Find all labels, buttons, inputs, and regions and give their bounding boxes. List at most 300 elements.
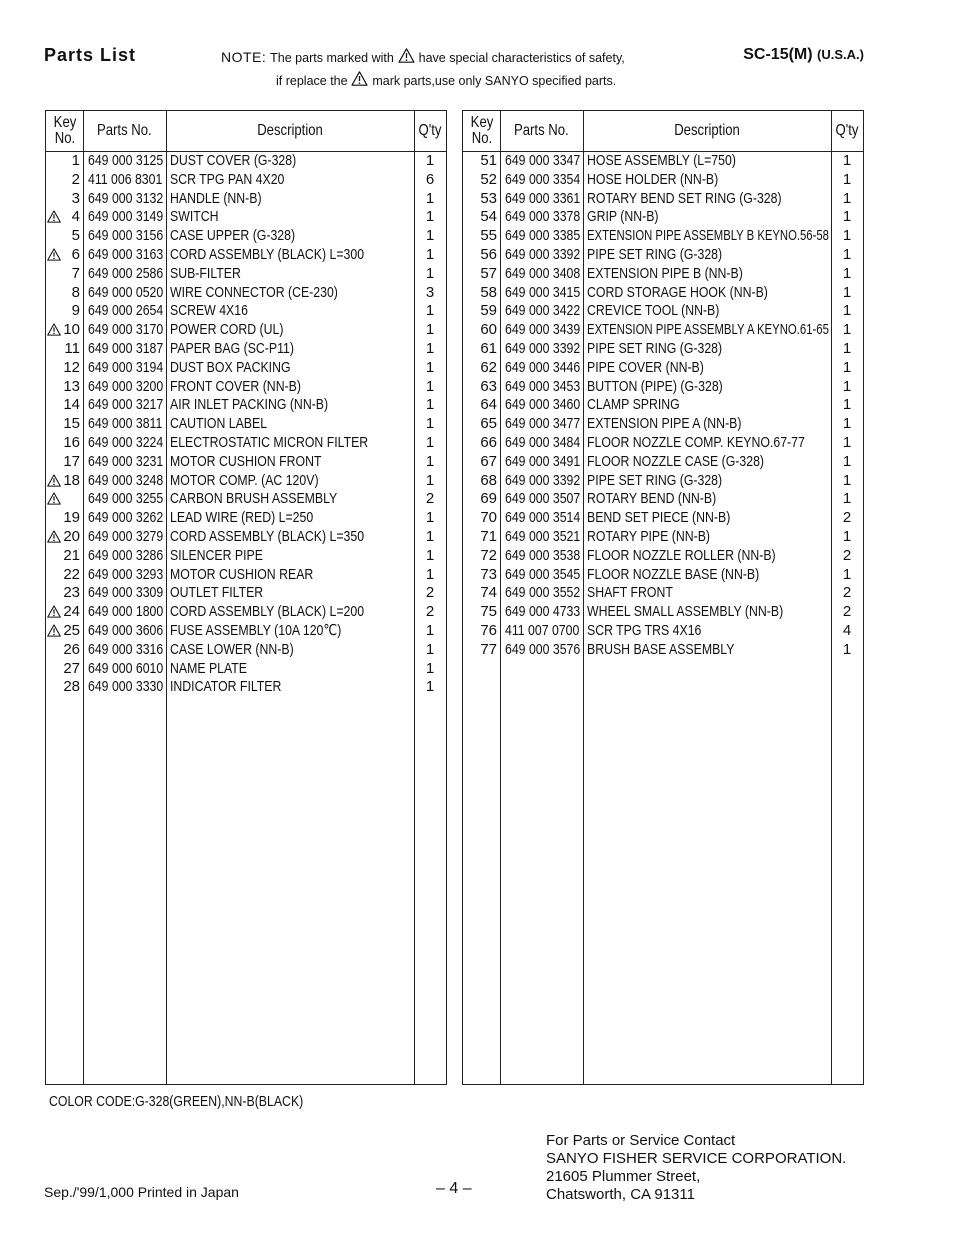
quantity: 1 xyxy=(425,640,435,658)
table-row xyxy=(463,171,863,190)
key-no: 22 xyxy=(63,565,80,583)
quantity: 2 xyxy=(842,584,852,602)
description: FLOOR NOZZLE ROLLER (NN-B) xyxy=(587,546,776,564)
parts-no: 649 000 3248 xyxy=(88,471,164,489)
parts-no: 649 000 3262 xyxy=(88,509,164,527)
parts-no: 649 000 3217 xyxy=(88,396,164,414)
key-no: 2 xyxy=(71,170,80,188)
key-no: 14 xyxy=(63,396,80,414)
model-region: (U.S.A.) xyxy=(817,47,864,62)
description: BEND SET PIECE (NN-B) xyxy=(587,509,731,527)
parts-no: 649 000 3316 xyxy=(88,640,164,658)
print-info: Sep./'99/1,000 Printed in Japan xyxy=(44,1184,239,1200)
table-row xyxy=(463,603,863,622)
description: PIPE SET RING (G-328) xyxy=(587,339,723,357)
quantity: 1 xyxy=(842,264,852,282)
table-row xyxy=(46,302,446,321)
table-row xyxy=(46,208,446,227)
key-no: 61 xyxy=(480,339,497,357)
parts-no: 649 000 3484 xyxy=(505,433,581,451)
model-code: SC-15(M) xyxy=(743,46,813,63)
page-number: – 4 – xyxy=(436,1180,472,1197)
table-row xyxy=(463,396,863,415)
note-label: NOTE: xyxy=(221,49,267,65)
table-row xyxy=(46,340,446,359)
key-no: 28 xyxy=(63,678,80,696)
parts-table-left xyxy=(45,110,447,1085)
quantity: 1 xyxy=(425,452,435,470)
quantity: 1 xyxy=(842,152,852,169)
description: PAPER BAG (SC-P11) xyxy=(170,339,294,357)
table-row xyxy=(46,171,446,190)
key-no: 16 xyxy=(63,433,80,451)
parts-no: 649 000 3156 xyxy=(88,227,164,245)
description: SWITCH xyxy=(170,208,219,226)
table-row xyxy=(46,434,446,453)
parts-no: 649 000 3231 xyxy=(88,452,164,470)
key-no: 62 xyxy=(480,358,497,376)
table-row xyxy=(463,208,863,227)
parts-no: 649 000 3576 xyxy=(505,640,581,658)
safety-note-line-1 xyxy=(221,46,625,69)
table-row xyxy=(463,641,863,660)
description: GRIP (NN-B) xyxy=(587,208,659,226)
col-header-qty: Q'ty xyxy=(835,122,859,139)
description: HOSE HOLDER (NN-B) xyxy=(587,170,719,188)
quantity: 1 xyxy=(425,189,435,207)
quantity: 2 xyxy=(842,603,852,621)
parts-no: 649 000 3354 xyxy=(505,170,581,188)
table-row xyxy=(463,434,863,453)
key-no: 15 xyxy=(63,415,80,433)
description: SCR TPG TRS 4X16 xyxy=(587,621,702,639)
key-no: 60 xyxy=(480,321,497,339)
key-no: 27 xyxy=(63,659,80,677)
table-row xyxy=(46,490,446,509)
contact-line: SANYO FISHER SERVICE CORPORATION. xyxy=(546,1150,847,1167)
key-no: 12 xyxy=(63,358,80,376)
table-row xyxy=(46,509,446,528)
table-row xyxy=(463,453,863,472)
table-row xyxy=(463,415,863,434)
key-no: 11 xyxy=(64,339,80,357)
parts-no: 649 000 3811 xyxy=(88,415,163,433)
parts-no: 649 000 6010 xyxy=(88,659,164,677)
key-no: 52 xyxy=(480,170,497,188)
description: ROTARY PIPE (NN-B) xyxy=(587,527,711,545)
table-row xyxy=(463,547,863,566)
table-row xyxy=(463,490,863,509)
parts-no: 649 000 2654 xyxy=(88,302,164,320)
quantity: 1 xyxy=(425,509,435,527)
key-no: 53 xyxy=(480,189,497,207)
parts-no: 649 000 3286 xyxy=(88,546,164,564)
table-row xyxy=(46,528,446,547)
quantity: 1 xyxy=(425,358,435,376)
table-row xyxy=(46,660,446,679)
quantity: 1 xyxy=(425,396,435,414)
parts-no: 649 000 0520 xyxy=(88,283,164,301)
description: ROTARY BEND SET RING (G-328) xyxy=(587,189,782,207)
description: EXTENSION PIPE A (NN-B) xyxy=(587,415,742,433)
col-header-description: Description xyxy=(674,122,740,139)
quantity: 1 xyxy=(842,527,852,545)
table-row xyxy=(46,284,446,303)
key-no: 1 xyxy=(71,152,80,169)
table-row xyxy=(463,265,863,284)
description: FLOOR NOZZLE BASE (NN-B) xyxy=(587,565,760,583)
key-no: 69 xyxy=(480,490,497,508)
parts-no: 649 000 3330 xyxy=(88,678,164,696)
table-row xyxy=(46,678,446,697)
rows-left xyxy=(46,152,446,697)
quantity: 1 xyxy=(425,565,435,583)
parts-no: 649 000 3309 xyxy=(88,584,164,602)
parts-no: 649 000 3422 xyxy=(505,302,581,320)
key-no: 18 xyxy=(63,471,80,489)
quantity: 1 xyxy=(425,527,435,545)
parts-no: 649 000 3200 xyxy=(88,377,164,395)
key-no: 67 xyxy=(480,452,497,470)
description: ROTARY BEND (NN-B) xyxy=(587,490,717,508)
parts-no: 649 000 3521 xyxy=(505,527,581,545)
quantity: 1 xyxy=(425,227,435,245)
key-no: 5 xyxy=(71,227,80,245)
description: BRUSH BASE ASSEMBLY xyxy=(587,640,735,658)
key-no: 55 xyxy=(480,227,497,245)
key-no: 64 xyxy=(480,396,497,414)
parts-no: 649 000 3491 xyxy=(505,452,581,470)
key-no: 20 xyxy=(63,527,80,545)
quantity: 1 xyxy=(425,377,435,395)
parts-no: 649 000 3293 xyxy=(88,565,164,583)
parts-no: 649 000 3514 xyxy=(505,509,581,527)
quantity: 6 xyxy=(425,170,435,188)
note-text-1a: The parts marked with xyxy=(270,51,394,65)
quantity: 1 xyxy=(842,208,852,226)
key-no: 51 xyxy=(480,152,497,169)
quantity: 1 xyxy=(842,245,852,263)
table-row xyxy=(46,472,446,491)
parts-no: 649 000 3460 xyxy=(505,396,581,414)
description: CREVICE TOOL (NN-B) xyxy=(587,302,720,320)
parts-no: 649 000 3392 xyxy=(505,339,581,357)
parts-no: 649 000 3415 xyxy=(505,283,581,301)
description: SCR TPG PAN 4X20 xyxy=(170,170,285,188)
table-row xyxy=(463,302,863,321)
key-no: 13 xyxy=(63,377,80,395)
parts-no: 649 000 3361 xyxy=(505,189,581,207)
key-no: 72 xyxy=(480,546,497,564)
quantity: 1 xyxy=(425,659,435,677)
description: LEAD WIRE (RED) L=250 xyxy=(170,509,314,527)
key-no: 10 xyxy=(63,321,80,339)
key-no: 26 xyxy=(63,640,80,658)
table-row xyxy=(46,378,446,397)
description: FLOOR NOZZLE COMP. KEYNO.67-77 xyxy=(587,433,805,451)
table-row xyxy=(46,584,446,603)
key-no: 25 xyxy=(63,621,80,639)
model-number xyxy=(743,46,864,64)
description: SCREW 4X16 xyxy=(170,302,248,320)
key-no: 73 xyxy=(480,565,497,583)
table-row xyxy=(463,566,863,585)
description: FRONT COVER (NN-B) xyxy=(170,377,301,395)
key-no: 68 xyxy=(480,471,497,489)
table-row xyxy=(46,359,446,378)
safety-note-line-2 xyxy=(221,69,625,92)
quantity: 2 xyxy=(842,509,852,527)
key-no: 76 xyxy=(480,621,497,639)
quantity: 1 xyxy=(842,302,852,320)
quantity: 2 xyxy=(425,603,435,621)
description: PIPE COVER (NN-B) xyxy=(587,358,704,376)
quantity: 1 xyxy=(425,339,435,357)
quantity: 1 xyxy=(425,471,435,489)
parts-no: 649 000 3446 xyxy=(505,358,581,376)
description: CORD ASSEMBLY (BLACK) L=200 xyxy=(170,603,365,621)
parts-no: 649 000 3392 xyxy=(505,471,581,489)
quantity: 1 xyxy=(842,565,852,583)
quantity: 1 xyxy=(842,170,852,188)
table-row xyxy=(463,509,863,528)
rows-right xyxy=(463,152,863,660)
table-row xyxy=(463,359,863,378)
table-row xyxy=(46,622,446,641)
col-header-qty: Q'ty xyxy=(418,122,442,139)
quantity: 1 xyxy=(842,227,852,245)
description: SUB-FILTER xyxy=(170,264,241,282)
key-no: 56 xyxy=(480,245,497,263)
table-row xyxy=(46,396,446,415)
parts-no: 649 000 2586 xyxy=(88,264,164,282)
parts-no: 649 000 3149 xyxy=(88,208,164,226)
quantity: 1 xyxy=(842,490,852,508)
parts-no: 649 000 3385 xyxy=(505,227,581,245)
parts-no: 649 000 3194 xyxy=(88,358,164,376)
col-header-description: Description xyxy=(257,122,323,139)
key-no: 77 xyxy=(480,640,497,658)
quantity: 1 xyxy=(842,640,852,658)
key-no: 75 xyxy=(480,603,497,621)
contact-line: 21605 Plummer Street, xyxy=(546,1168,701,1185)
warning-triangle-icon xyxy=(351,71,368,86)
key-no: 59 xyxy=(480,302,497,320)
contact-line: Chatsworth, CA 91311 xyxy=(546,1186,695,1203)
quantity: 1 xyxy=(842,433,852,451)
description: BUTTON (PIPE) (G-328) xyxy=(587,377,723,395)
table-row xyxy=(463,528,863,547)
table-row xyxy=(463,246,863,265)
description: DUST COVER (G-328) xyxy=(170,152,297,169)
description: CLAMP SPRING xyxy=(587,396,680,414)
table-row xyxy=(463,378,863,397)
table-row xyxy=(463,622,863,641)
description: HOSE ASSEMBLY (L=750) xyxy=(587,152,736,169)
table-row xyxy=(46,547,446,566)
parts-no: 649 000 3132 xyxy=(88,189,164,207)
table-row xyxy=(463,190,863,209)
table-row xyxy=(46,415,446,434)
parts-no: 649 000 3606 xyxy=(88,621,164,639)
description: NAME PLATE xyxy=(170,659,248,677)
description: PIPE SET RING (G-328) xyxy=(587,245,723,263)
key-no: 17 xyxy=(63,452,80,470)
parts-no: 649 000 3187 xyxy=(88,339,164,357)
note-text-2b: mark parts,use only SANYO specified parts. xyxy=(372,74,617,88)
table-row xyxy=(463,340,863,359)
parts-table-right xyxy=(462,110,864,1085)
quantity: 1 xyxy=(425,678,435,696)
quantity: 2 xyxy=(425,584,435,602)
quantity: 1 xyxy=(425,621,435,639)
col-header-parts-no: Parts No. xyxy=(97,122,152,139)
parts-no: 649 000 1800 xyxy=(88,603,164,621)
quantity: 1 xyxy=(842,471,852,489)
key-no: 65 xyxy=(480,415,497,433)
quantity: 2 xyxy=(842,546,852,564)
description: OUTLET FILTER xyxy=(170,584,264,602)
warning-triangle-icon xyxy=(398,48,415,63)
table-row xyxy=(46,641,446,660)
quantity: 1 xyxy=(425,302,435,320)
table-row xyxy=(463,152,863,171)
description: CAUTION LABEL xyxy=(170,415,268,433)
key-no: 9 xyxy=(71,302,80,320)
service-contact xyxy=(546,1132,846,1204)
parts-no: 649 000 3392 xyxy=(505,245,581,263)
contact-line: For Parts or Service Contact xyxy=(546,1132,736,1149)
parts-no: 411 007 0700 xyxy=(505,621,580,639)
table-row xyxy=(46,190,446,209)
page-title: Parts List xyxy=(44,45,137,65)
description: FLOOR NOZZLE CASE (G-328) xyxy=(587,452,765,470)
description: PIPE SET RING (G-328) xyxy=(587,471,723,489)
parts-no: 649 000 3507 xyxy=(505,490,581,508)
description: WHEEL SMALL ASSEMBLY (NN-B) xyxy=(587,603,784,621)
table-row xyxy=(46,603,446,622)
parts-no: 649 000 3552 xyxy=(505,584,581,602)
col-header-key: Key No. xyxy=(470,114,493,147)
quantity: 1 xyxy=(425,152,435,169)
table-row xyxy=(463,284,863,303)
description: FUSE ASSEMBLY (10A 120℃) xyxy=(170,621,342,639)
quantity: 1 xyxy=(842,396,852,414)
quantity: 1 xyxy=(425,264,435,282)
quantity: 2 xyxy=(425,490,435,508)
description: AIR INLET PACKING (NN-B) xyxy=(170,396,329,414)
color-code-note: COLOR CODE:G-328(GREEN),NN-B(BLACK) xyxy=(49,1093,304,1110)
description: DUST BOX PACKING xyxy=(170,358,291,376)
parts-no: 649 000 3408 xyxy=(505,264,581,282)
description: SHAFT FRONT xyxy=(587,584,673,602)
quantity: 1 xyxy=(425,433,435,451)
quantity: 1 xyxy=(842,358,852,376)
key-no: 6 xyxy=(71,245,80,263)
key-no: 74 xyxy=(480,584,497,602)
description: MOTOR CUSHION REAR xyxy=(170,565,314,583)
description: CORD ASSEMBLY (BLACK) L=300 xyxy=(170,245,365,263)
table-row xyxy=(46,227,446,246)
table-row xyxy=(46,566,446,585)
description: CORD STORAGE HOOK (NN-B) xyxy=(587,283,768,301)
safety-note xyxy=(221,46,625,92)
parts-no: 649 000 3163 xyxy=(88,245,164,263)
key-no: 54 xyxy=(480,208,497,226)
description: SILENCER PIPE xyxy=(170,546,263,564)
key-no: 63 xyxy=(480,377,497,395)
key-no: 57 xyxy=(480,264,497,282)
table-row xyxy=(463,584,863,603)
parts-no: 649 000 3170 xyxy=(88,321,164,339)
parts-no: 649 000 3439 xyxy=(505,321,581,339)
note-text-2a: if replace the xyxy=(276,74,348,88)
description: INDICATOR FILTER xyxy=(170,678,282,696)
quantity: 1 xyxy=(842,321,852,339)
description: EXTENSION PIPE ASSEMBLY A KEYNO.61-65 xyxy=(587,321,829,339)
key-no: 7 xyxy=(71,264,80,282)
key-no: 66 xyxy=(480,433,497,451)
quantity: 4 xyxy=(842,621,852,639)
description: POWER CORD (UL) xyxy=(170,321,284,339)
key-no: 21 xyxy=(63,546,80,564)
parts-no: 649 000 3545 xyxy=(505,565,581,583)
description: ELECTROSTATIC MICRON FILTER xyxy=(170,433,369,451)
key-no: 19 xyxy=(63,509,80,527)
description: CARBON BRUSH ASSEMBLY xyxy=(170,490,338,508)
quantity: 1 xyxy=(842,189,852,207)
key-no: 8 xyxy=(71,283,80,301)
description: CORD ASSEMBLY (BLACK) L=350 xyxy=(170,527,365,545)
key-no: 23 xyxy=(63,584,80,602)
col-header-parts-no: Parts No. xyxy=(514,122,569,139)
quantity: 1 xyxy=(842,415,852,433)
key-no: 58 xyxy=(480,283,497,301)
quantity: 1 xyxy=(842,377,852,395)
parts-no: 649 000 3378 xyxy=(505,208,581,226)
table-row xyxy=(463,321,863,340)
description: WIRE CONNECTOR (CE-230) xyxy=(170,283,338,301)
parts-no: 649 000 3224 xyxy=(88,433,164,451)
description: EXTENSION PIPE ASSEMBLY B KEYNO.56-58 xyxy=(587,227,829,245)
note-text-1b: have special characteristics of safety, xyxy=(418,51,625,65)
quantity: 1 xyxy=(425,245,435,263)
table-row xyxy=(46,246,446,265)
parts-no: 649 000 3347 xyxy=(505,152,581,169)
quantity: 1 xyxy=(842,339,852,357)
parts-no: 649 000 3279 xyxy=(88,527,164,545)
description: HANDLE (NN-B) xyxy=(170,189,262,207)
key-no: 3 xyxy=(71,189,80,207)
table-row xyxy=(46,152,446,171)
key-no: 70 xyxy=(480,509,497,527)
parts-no: 649 000 3477 xyxy=(505,415,581,433)
table-row xyxy=(46,453,446,472)
description: CASE LOWER (NN-B) xyxy=(170,640,294,658)
quantity: 1 xyxy=(425,415,435,433)
description: EXTENSION PIPE B (NN-B) xyxy=(587,264,743,282)
parts-no: 649 000 3125 xyxy=(88,152,164,169)
quantity: 1 xyxy=(425,321,435,339)
quantity: 1 xyxy=(425,208,435,226)
description: CASE UPPER (G-328) xyxy=(170,227,296,245)
parts-no: 411 006 8301 xyxy=(88,170,163,188)
table-row xyxy=(46,321,446,340)
key-no: 4 xyxy=(71,208,80,226)
description: MOTOR CUSHION FRONT xyxy=(170,452,322,470)
table-row xyxy=(463,227,863,246)
parts-no: 649 000 3538 xyxy=(505,546,581,564)
